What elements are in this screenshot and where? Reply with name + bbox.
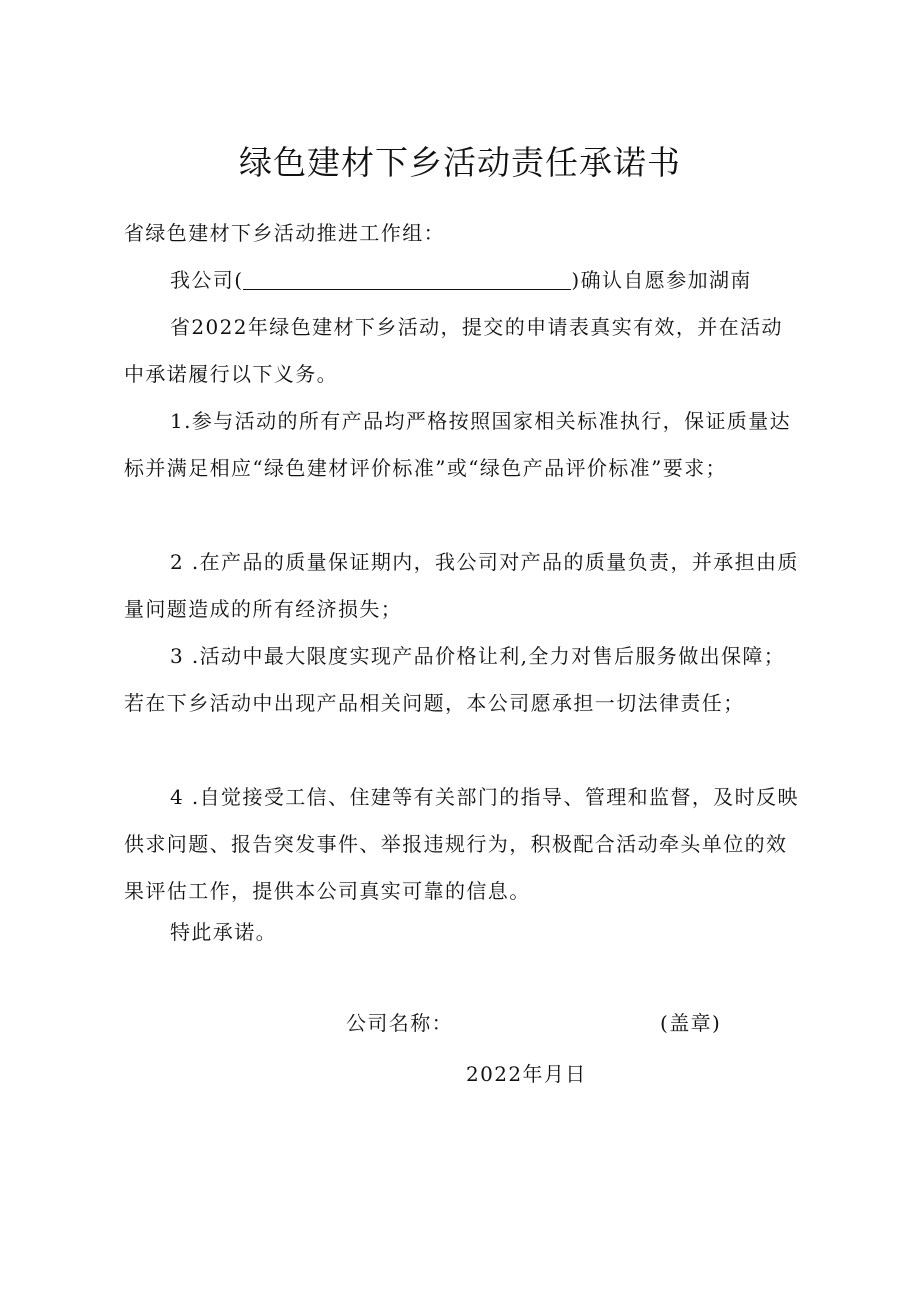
confirm-suffix: 确认自愿参加湖南 <box>580 268 752 292</box>
company-name-blank <box>243 265 571 290</box>
salutation: 省绿色建材下乡活动推进工作组： <box>124 221 445 245</box>
document-title: 绿色建材下乡活动责任承诺书 <box>239 143 681 182</box>
obligation-item-1: 1.参与活动的所有产品均严格按照国家相关标准执行，保证质量达标并满足相应“绿色建材评价标准”或“绿色产品评价标准”要求； <box>124 409 792 480</box>
confirm-prefix: 我公司 <box>170 268 235 292</box>
date-line: 2022年月日 <box>466 1062 587 1086</box>
confirmation-line <box>170 257 800 304</box>
blank-close-paren: ) <box>571 268 581 292</box>
obligation-item-2: 2 .在产品的质量保证期内，我公司对产品的质量负责，并承担由质量问题造成的所有经济损失； <box>124 550 799 621</box>
intro-paragraph: 省2022年绿色建材下乡活动，提交的申请表真实有效，并在活动中承诺履行以下义务。 <box>124 315 783 386</box>
company-name-label: 公司名称： <box>346 1011 453 1035</box>
closing-statement: 特此承诺。 <box>170 920 277 944</box>
blank-open-paren: ( <box>234 268 244 292</box>
obligation-item-4: 4 .自觉接受工信、住建等有关部门的指导、管理和监督，及时反映供求问题、报告突发事件、举报违规行为，积极配合活动牵头单位的效果评估工作，提供本公司真实可靠的信息。 <box>124 785 799 903</box>
seal-label: (盖章) <box>660 1011 722 1035</box>
obligation-item-3: 3 .活动中最大限度实现产品价格让利,全力对售后服务做出保障；若在下乡活动中出现产品相关问题，本公司愿承担一切法律责任； <box>124 644 786 715</box>
